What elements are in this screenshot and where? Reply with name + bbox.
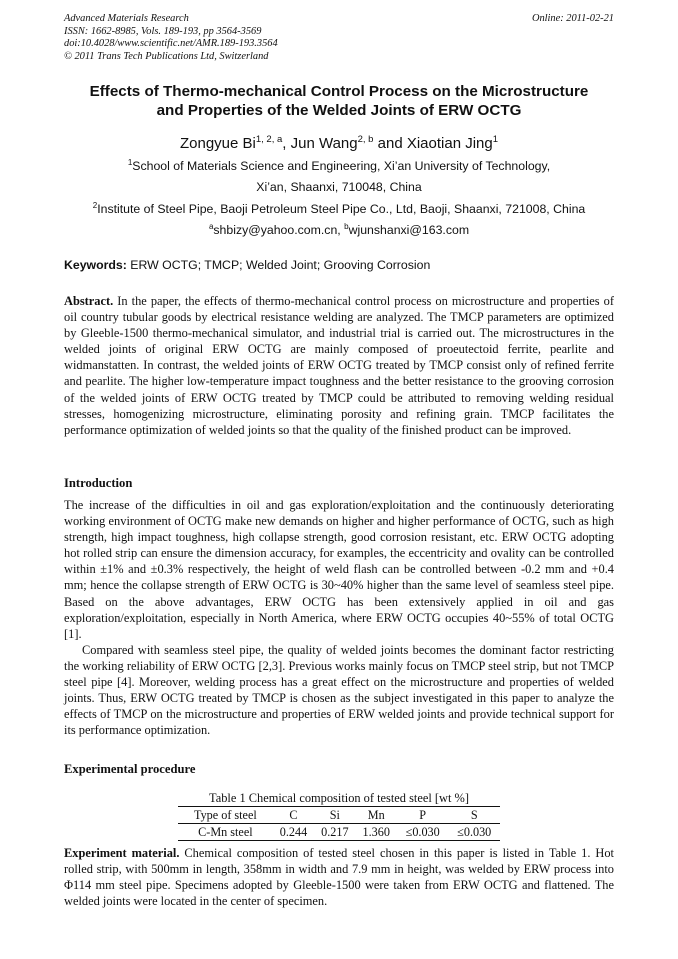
copyright-line: © 2011 Trans Tech Publications Ltd, Switzerland (64, 50, 269, 62)
affiliation-1-line-1: $^1$School of Materials Science and Engineering, Xi’an University of Technology, (127, 158, 551, 174)
affiliation-1-sup: 1 (127, 158, 133, 167)
affiliation-1-line-2: Xi’an, Shaanxi, 710048, China (256, 180, 422, 194)
email-a: shbizy@yahoo.com.cn, (213, 223, 345, 238)
table-1 (178, 806, 500, 841)
table-cell: ≤0.030 (397, 824, 449, 841)
online-date: Online: 2011-02-21 (531, 13, 614, 24)
introduction-paragraph-1: The increase of the difficulties in oil and gas exploration/exploitation and the continuously deteriorating working environment of OCTG make new demands on higher and higher performance of OCTG, such as high strength, high impact toughness, high collapse strength, good corrosion resistant, etc. ERW OCTG adopting hot rolled strip can ensure the dimension accuracy, for examples, the eccentricity and ovality can be controlled within ±1% and ±0.3% respectively, the height of weld flash can be controlled between -0.2 mm and +0.4 mm; hence the collapse strength of ERW OCTG is 30~40% higher than the same level of seamless steel pipe. Based on the above advantages, ERW OCTG has been extensively applied in oil and gas exploration/exploitation, especially in North America, where ERW OCTG occupies 40~55% of total OCTG [1]. (64, 498, 614, 641)
title-line-1: Effects of Thermo-mechanical Control Process on the Microstructure (89, 83, 589, 100)
experimental-heading: Experimental procedure (64, 762, 196, 776)
email-b: wjunshanxi@163.com (348, 223, 470, 238)
author-emails: $^a$shbizy@yahoo.com.cn, $^b$wjunshanxi@163.com (208, 222, 470, 238)
table-header-cell: Si (314, 807, 355, 824)
issn-line: ISSN: 1662-8985, Vols. 189-193, pp 3564-3569 (64, 25, 262, 37)
keywords-label: Keywords: (64, 258, 127, 272)
page-header (64, 13, 614, 63)
keywords-text: ERW OCTG; TMCP; Welded Joint; Grooving Corrosion (126, 258, 431, 272)
experiment-material-label: Experiment material. (64, 846, 180, 860)
author-list (64, 134, 614, 152)
author-2: , Jun Wang (282, 135, 358, 152)
author-1: Zongyue Bi (179, 135, 256, 152)
table-header-cell: P (397, 807, 449, 824)
journal-name: Advanced Materials Research (64, 13, 189, 24)
introduction-body (64, 497, 614, 738)
table-header-cell: Mn (356, 807, 397, 824)
table-1-caption: Table 1 Chemical composition of tested steel [wt %] (209, 791, 469, 805)
keywords (64, 258, 614, 272)
experiment-material (64, 845, 614, 909)
abstract (64, 293, 614, 438)
table-row (178, 824, 500, 841)
table-cell: 0.217 (314, 824, 355, 841)
table-header-cell: C (273, 807, 314, 824)
affiliation-2: $^2$Institute of Steel Pipe, Baoji Petroleum Steel Pipe Co., Ltd, Baoji, Shaanxi, 721008, China (92, 201, 586, 217)
table-cell: 1.360 (356, 824, 397, 841)
author-2-sup: 2, b (357, 134, 374, 145)
introduction-heading: Introduction (64, 476, 133, 490)
table-header-cell: Type of steel (178, 807, 273, 824)
affiliation-2-sup: 2 (92, 201, 98, 210)
abstract-text: In the paper, the effects of thermo-mechanical control process on microstructure and properties of oil country tubular goods by electrical resistance welding are analyzed. The TMCP parameters are optimized by Gleeble-1500 thermo-mechanical simulator, and industrial trial is carried out. The microstructures in the welded joints of original ERW OCTG are mainly composed of proeutectoid ferrite, pearlite and widmanstatten. In contrast, the welded joints of ERW OCTG treated by TMCP consist only of refined ferrite and pearlite. The higher low-temperature impact toughness and the better resistance to the grooving corrosion of the welded joints of ERW OCTG treated by TMCP could be attributed to removing welding residual stresses, homogenizing microstructure, eliminating porosity and refining grain. TMCP facilitates the performance optimization of welded joints so that the quality of the finished product can be improved. (64, 294, 614, 437)
experiment-material-text: Chemical composition of tested steel chosen in this paper is listed in Table 1. Hot rolled strip, with 500mm in length, 358mm in width and 7.9 mm in height, was welded by ERW process into Φ114 mm steel pipe. Specimens adopted by Gleeble-1500 were taken from ERW OCTG and flattened. The welded joints were located in the center of specimen. (64, 846, 614, 909)
author-1-sup: 1, 2, a (255, 134, 283, 145)
table-cell: ≤0.030 (448, 824, 500, 841)
author-3-sup: 1 (492, 134, 499, 145)
table-cell: C-Mn steel (178, 824, 273, 841)
abstract-label: Abstract. (64, 294, 114, 308)
table-cell: 0.244 (273, 824, 314, 841)
paper-title (64, 82, 614, 120)
introduction-paragraph-2: Compared with seamless steel pipe, the quality of welded joints becomes the dominant factor restricting the working reliability of ERW OCTG [2,3]. Previous works mainly focus on TMCP steel strip, but not TMCP steel pipe [4]. Moreover, welding process has a great effect on the microstructure and properties of welded joints. Thus, ERW OCTG treated by TMCP is chosen as the subject investigated in this paper to analyze the effects of TMCP on the microstructure and properties of ERW welded joints and provide technical support for its performance optimization. (64, 642, 614, 738)
author-3: and Xiaotian Jing (373, 135, 493, 152)
doi-line: doi:10.4028/www.scientific.net/AMR.189-193.3564 (64, 38, 278, 50)
table-header-cell: S (448, 807, 500, 824)
title-line-2: and Properties of the Welded Joints of ERW OCTG (156, 102, 522, 119)
table-header-row (178, 807, 500, 824)
